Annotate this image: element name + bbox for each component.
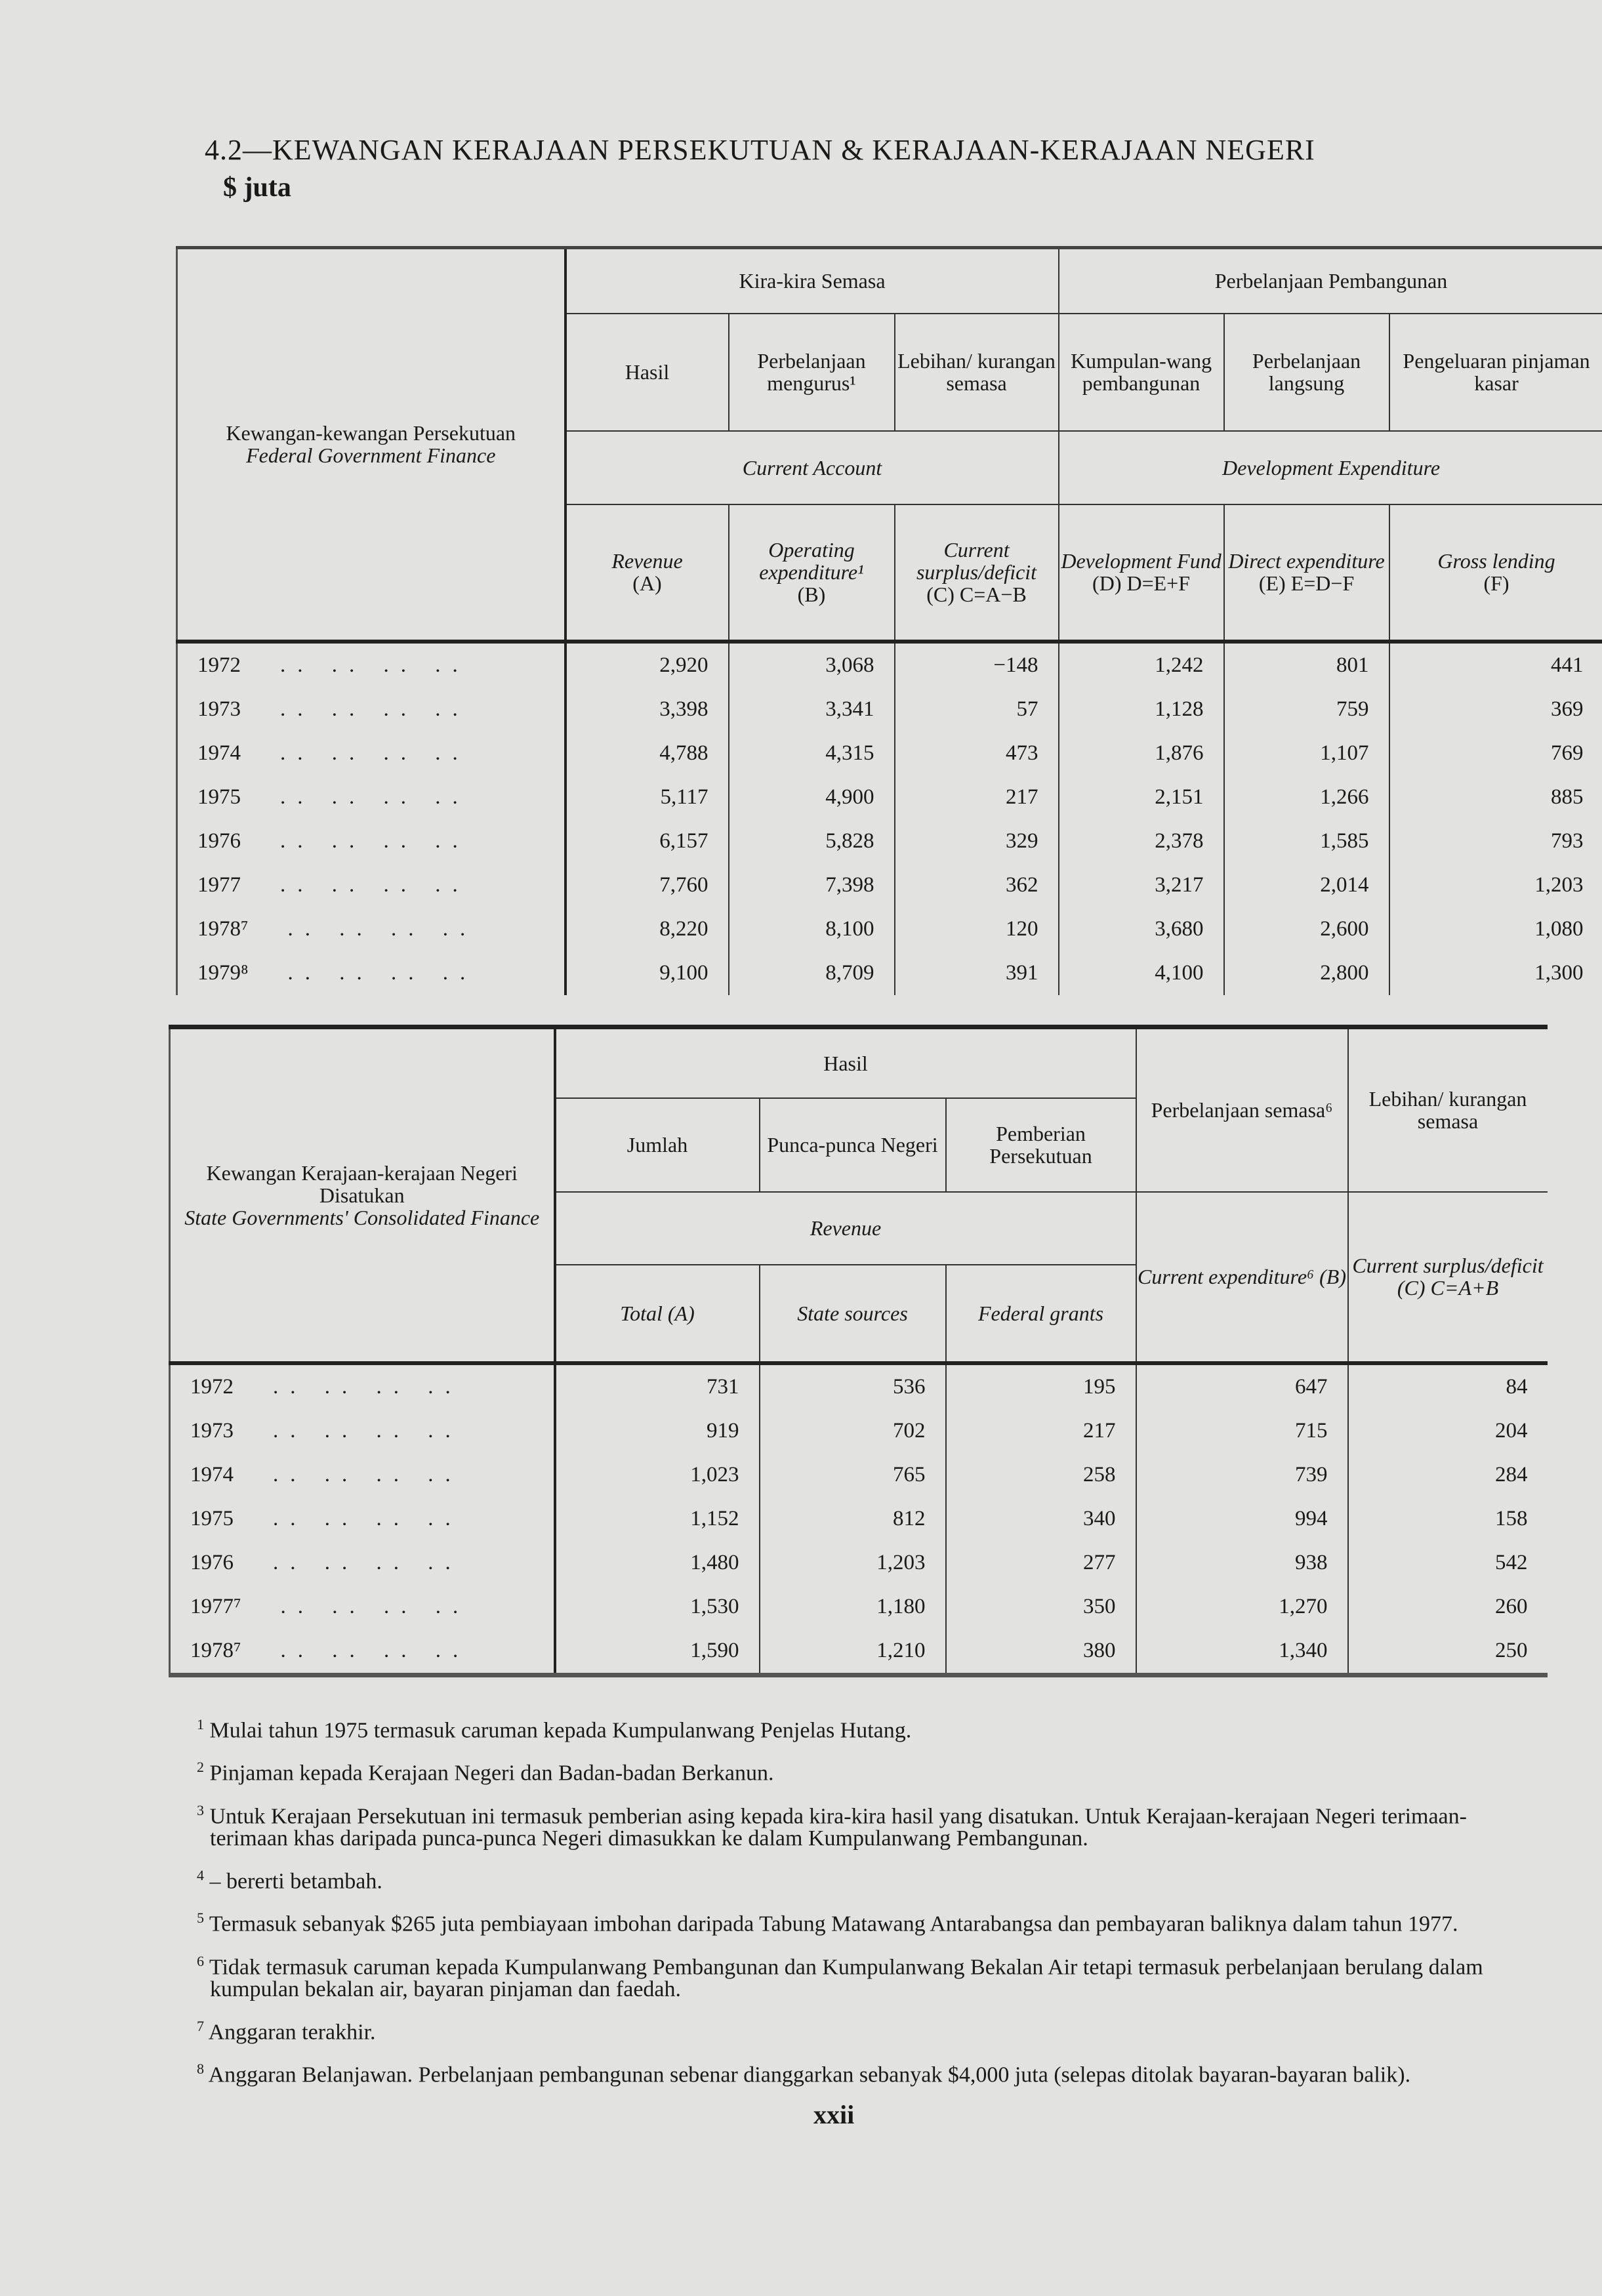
col-en-0 — [565, 504, 729, 642]
col-ms-5 — [1389, 314, 1602, 431]
col-label: Hasil — [625, 360, 670, 384]
value-cell: 801 — [1224, 642, 1389, 687]
value-cell: −148 — [895, 642, 1059, 687]
value-cell: 7,398 — [729, 863, 895, 907]
year-cell — [170, 1363, 555, 1409]
table-row — [170, 1629, 1548, 1675]
page-number: xxii — [813, 2100, 855, 2129]
table-row — [177, 951, 1602, 995]
table-row — [177, 907, 1602, 951]
col-ms-3: Perbelanjaan semasa⁶ — [1136, 1027, 1348, 1192]
col-label: Operating expenditure¹ — [759, 538, 864, 584]
value-cell: 84 — [1348, 1363, 1548, 1409]
value-cell: 277 — [946, 1541, 1136, 1585]
leader-dots: .. .. .. .. — [273, 1463, 462, 1486]
footnote-number: 7 — [197, 2017, 204, 2034]
value-cell: 812 — [760, 1497, 946, 1541]
year: 1978⁷ — [197, 917, 249, 941]
value-cell: 3,068 — [729, 642, 895, 687]
value-cell: 3,680 — [1059, 907, 1224, 951]
footnote — [197, 1799, 1529, 1850]
year: 1972 — [197, 653, 241, 677]
col-en-0: Total (A) — [555, 1265, 760, 1363]
leader-dots: .. .. .. .. — [280, 829, 470, 853]
value-cell: 2,014 — [1224, 863, 1389, 907]
col-label: Lebihan/ kurangan semasa — [897, 349, 1056, 395]
footnote-text: Tidak termasuk caruman kepada Kumpulanwang Pembangunan dan Kumpulanwang Bekalan Air tetapi termasuk perbelanjaan berulang dalam kumpulan bekalan air, bayaran pinjaman dan faedah. — [209, 1954, 1483, 2001]
table-row — [177, 819, 1602, 863]
year: 1978⁷ — [190, 1639, 241, 1662]
col-ms-3 — [1059, 314, 1224, 431]
year-cell — [177, 642, 565, 687]
col-label: Direct expenditure — [1228, 549, 1385, 573]
col-en-1 — [729, 504, 895, 642]
value-cell: 885 — [1389, 775, 1602, 819]
col-en-4: Current surplus/deficit (C) C=A+B — [1348, 1192, 1548, 1363]
value-cell: 1,480 — [555, 1541, 760, 1585]
group-development-ms: Perbelanjaan Pembangunan — [1059, 248, 1602, 314]
value-cell: 391 — [895, 951, 1059, 995]
year: 1972 — [190, 1375, 234, 1399]
col-code: (E) E=D−F — [1258, 571, 1355, 595]
leader-dots: .. .. .. .. — [273, 1507, 462, 1530]
col-code: (B) — [797, 583, 826, 606]
year-cell — [177, 687, 565, 731]
col-en-5 — [1389, 504, 1602, 642]
value-cell: 2,920 — [565, 642, 729, 687]
col-label: Development Fund — [1061, 549, 1222, 573]
table-title: 4.2—KEWANGAN KERAJAAN PERSEKUTUAN & KERAJAAN-KERAJAAN NEGERI — [205, 134, 1315, 166]
value-cell: 1,266 — [1224, 775, 1389, 819]
table-row — [177, 731, 1602, 775]
footnote — [197, 1864, 1529, 1893]
footnote — [197, 1756, 1529, 1784]
col-ms-4 — [1224, 314, 1389, 431]
year-cell — [177, 731, 565, 775]
value-cell: 8,100 — [729, 907, 895, 951]
footnote — [197, 2058, 1529, 2086]
leader-dots: .. .. .. .. — [280, 785, 470, 809]
group-current-account-en: Current Account — [565, 431, 1059, 504]
group-revenue-ms: Hasil — [555, 1027, 1136, 1098]
col-label: Revenue — [611, 549, 683, 573]
leader-dots: .. .. .. .. — [280, 873, 470, 897]
value-cell: 350 — [946, 1585, 1136, 1629]
value-cell: 57 — [895, 687, 1059, 731]
leader-dots: .. .. .. .. — [273, 1551, 462, 1574]
table-row — [170, 1409, 1548, 1453]
label-en: State Governments' Consolidated Finance — [184, 1205, 540, 1229]
col-ms-0: Jumlah — [555, 1098, 760, 1192]
year: 1973 — [197, 697, 241, 721]
footnote-text: Mulai tahun 1975 termasuk caruman kepada Kumpulanwang Penjelas Hutang. — [209, 1718, 912, 1743]
col-ms-1: Punca-punca Negeri — [760, 1098, 946, 1192]
value-cell: 536 — [760, 1363, 946, 1409]
value-cell: 5,117 — [565, 775, 729, 819]
leader-dots: .. .. .. .. — [273, 1419, 462, 1443]
value-cell: 340 — [946, 1497, 1136, 1541]
col-code: (F) — [1483, 571, 1510, 595]
year-cell — [177, 951, 565, 995]
state-section-label — [170, 1027, 555, 1363]
year: 1979⁸ — [197, 961, 249, 985]
col-code: (C) C=A−B — [926, 583, 1027, 606]
value-cell: 1,300 — [1389, 951, 1602, 995]
unit-label: $ juta — [223, 173, 291, 203]
year: 1973 — [190, 1419, 234, 1443]
footnote-number: 6 — [197, 1952, 204, 1969]
leader-dots: .. .. .. .. — [280, 697, 470, 721]
footnote-text: – bererti betambah. — [209, 1869, 382, 1894]
table-row — [170, 1453, 1548, 1497]
value-cell: 1,340 — [1136, 1629, 1348, 1675]
value-cell: 1,242 — [1059, 642, 1224, 687]
col-en-3 — [1059, 504, 1224, 642]
value-cell: 4,788 — [565, 731, 729, 775]
footnotes — [197, 1713, 1529, 2101]
value-cell: 362 — [895, 863, 1059, 907]
value-cell: 369 — [1389, 687, 1602, 731]
value-cell: 250 — [1348, 1629, 1548, 1675]
value-cell: 938 — [1136, 1541, 1348, 1585]
value-cell: 158 — [1348, 1497, 1548, 1541]
footnote — [197, 1713, 1529, 1742]
value-cell: 1,023 — [555, 1453, 760, 1497]
col-label: Pengeluaran pinjaman kasar — [1403, 349, 1590, 395]
value-cell: 919 — [555, 1409, 760, 1453]
value-cell: 3,217 — [1059, 863, 1224, 907]
year-cell — [170, 1585, 555, 1629]
col-en-2 — [895, 504, 1059, 642]
label-ms: Kewangan Kerajaan-kerajaan Negeri Disatukan — [206, 1160, 518, 1207]
year-cell — [177, 863, 565, 907]
value-cell: 120 — [895, 907, 1059, 951]
group-current-account-ms: Kira-kira Semasa — [565, 248, 1059, 314]
footnote-text: Anggaran Belanjawan. Perbelanjaan pembangunan sebenar dianggarkan sebanyak $4,000 juta (selepas ditolak bayaran-bayaran balik). — [208, 2062, 1411, 2087]
value-cell: 2,600 — [1224, 907, 1389, 951]
table-row — [177, 687, 1602, 731]
value-cell: 769 — [1389, 731, 1602, 775]
col-code: (D) D=E+F — [1092, 571, 1191, 595]
year-cell — [177, 775, 565, 819]
value-cell: 542 — [1348, 1541, 1548, 1585]
value-cell: 217 — [946, 1409, 1136, 1453]
footnote — [197, 1907, 1529, 1935]
table-row — [170, 1497, 1548, 1541]
year-cell — [177, 819, 565, 863]
year: 1976 — [190, 1551, 234, 1574]
value-cell: 284 — [1348, 1453, 1548, 1497]
value-cell: 1,180 — [760, 1585, 946, 1629]
footnote-number: 3 — [197, 1801, 204, 1818]
value-cell: 5,828 — [729, 819, 895, 863]
leader-dots: .. .. .. .. — [280, 1639, 470, 1662]
year: 1974 — [190, 1463, 234, 1486]
value-cell: 1,107 — [1224, 731, 1389, 775]
value-cell: 1,530 — [555, 1585, 760, 1629]
col-label: Gross lending — [1437, 549, 1555, 573]
value-cell: 195 — [946, 1363, 1136, 1409]
footnote-number: 5 — [197, 1910, 204, 1927]
table-row — [177, 863, 1602, 907]
year-cell — [170, 1453, 555, 1497]
value-cell: 8,709 — [729, 951, 895, 995]
value-cell: 994 — [1136, 1497, 1348, 1541]
value-cell: 4,100 — [1059, 951, 1224, 995]
table-row — [170, 1363, 1548, 1409]
col-ms-2 — [895, 314, 1059, 431]
table-row — [170, 1541, 1548, 1585]
col-en-3: Current expenditure⁶ (B) — [1136, 1192, 1348, 1363]
value-cell: 731 — [555, 1363, 760, 1409]
value-cell: 1,203 — [760, 1541, 946, 1585]
footnote-number: 1 — [197, 1716, 204, 1732]
leader-dots: .. .. .. .. — [280, 1595, 470, 1618]
value-cell: 380 — [946, 1629, 1136, 1675]
value-cell: 4,900 — [729, 775, 895, 819]
col-ms-0 — [565, 314, 729, 431]
table-row — [177, 642, 1602, 687]
footnote-text: Termasuk sebanyak $265 juta pembiayaan imbohan daripada Tabung Matawang Antarabangsa dan pembayaran baliknya dalam tahun 1977. — [209, 1912, 1458, 1937]
group-revenue-en: Revenue — [555, 1192, 1136, 1265]
value-cell: 1,080 — [1389, 907, 1602, 951]
footnote-number: 8 — [197, 2060, 204, 2078]
col-label: Current surplus/deficit — [916, 538, 1037, 584]
value-cell: 9,100 — [565, 951, 729, 995]
year: 1975 — [190, 1507, 234, 1530]
value-cell: 6,157 — [565, 819, 729, 863]
col-en-4 — [1224, 504, 1389, 642]
leader-dots: .. .. .. .. — [280, 741, 470, 765]
footnote — [197, 2015, 1529, 2043]
year-cell — [170, 1497, 555, 1541]
year-cell — [177, 907, 565, 951]
col-en-1: State sources — [760, 1265, 946, 1363]
col-code: (A) — [632, 571, 662, 595]
value-cell: 258 — [946, 1453, 1136, 1497]
year: 1977⁷ — [190, 1595, 241, 1618]
col-ms-2: Pemberian Persekutuan — [946, 1098, 1136, 1192]
value-cell: 1,152 — [555, 1497, 760, 1541]
value-cell: 7,760 — [565, 863, 729, 907]
value-cell: 647 — [1136, 1363, 1348, 1409]
leader-dots: .. .. .. .. — [287, 917, 478, 941]
label-ms: Kewangan-kewangan Persekutuan — [226, 421, 516, 445]
federal-finance-table — [176, 246, 1602, 995]
value-cell: 441 — [1389, 642, 1602, 687]
value-cell: 1,585 — [1224, 819, 1389, 863]
value-cell: 3,341 — [729, 687, 895, 731]
footnote-text: Anggaran terakhir. — [208, 2020, 376, 2045]
footnote — [197, 1950, 1529, 2001]
federal-section-label — [177, 248, 565, 642]
value-cell: 329 — [895, 819, 1059, 863]
col-label: Perbelanjaan langsung — [1252, 349, 1361, 395]
value-cell: 1,590 — [555, 1629, 760, 1675]
value-cell: 1,270 — [1136, 1585, 1348, 1629]
table-row — [177, 775, 1602, 819]
value-cell: 2,378 — [1059, 819, 1224, 863]
year-cell — [170, 1629, 555, 1675]
value-cell: 217 — [895, 775, 1059, 819]
value-cell: 739 — [1136, 1453, 1348, 1497]
year: 1974 — [197, 741, 241, 765]
year: 1975 — [197, 785, 241, 809]
group-development-en: Development Expenditure — [1059, 431, 1602, 504]
value-cell: 759 — [1224, 687, 1389, 731]
state-finance-table — [169, 1025, 1548, 1677]
value-cell: 715 — [1136, 1409, 1348, 1453]
col-ms-1 — [729, 314, 895, 431]
label-en: Federal Government Finance — [246, 443, 496, 468]
value-cell: 2,151 — [1059, 775, 1224, 819]
value-cell: 2,800 — [1224, 951, 1389, 995]
table-row — [170, 1585, 1548, 1629]
value-cell: 765 — [760, 1453, 946, 1497]
footnote-number: 4 — [197, 1866, 204, 1883]
col-en-2: Federal grants — [946, 1265, 1136, 1363]
leader-dots: .. .. .. .. — [280, 653, 470, 677]
footnote-text: Untuk Kerajaan Persekutuan ini termasuk pemberian asing kepada kira-kira hasil yang disatukan. Untuk Kerajaan-kerajaan Negeri terimaan-terimaan khas daripada punca-punca Negeri dimasukkan ke dalam Kumpulanwang Pembangunan. — [209, 1803, 1467, 1851]
value-cell: 3,398 — [565, 687, 729, 731]
value-cell: 793 — [1389, 819, 1602, 863]
col-label: Perbelanjaan mengurus¹ — [757, 349, 866, 395]
value-cell: 1,203 — [1389, 863, 1602, 907]
year-cell — [170, 1541, 555, 1585]
value-cell: 702 — [760, 1409, 946, 1453]
value-cell: 8,220 — [565, 907, 729, 951]
value-cell: 1,210 — [760, 1629, 946, 1675]
value-cell: 4,315 — [729, 731, 895, 775]
year-cell — [170, 1409, 555, 1453]
col-label: Kumpulan-wang pembangunan — [1071, 349, 1212, 395]
leader-dots: .. .. .. .. — [287, 961, 478, 985]
value-cell: 1,876 — [1059, 731, 1224, 775]
leader-dots: .. .. .. .. — [273, 1375, 462, 1399]
year: 1976 — [197, 829, 241, 853]
value-cell: 260 — [1348, 1585, 1548, 1629]
col-ms-4: Lebihan/ kurangan semasa — [1348, 1027, 1548, 1192]
value-cell: 204 — [1348, 1409, 1548, 1453]
value-cell: 1,128 — [1059, 687, 1224, 731]
footnote-number: 2 — [197, 1759, 204, 1776]
year: 1977 — [197, 873, 241, 897]
value-cell: 473 — [895, 731, 1059, 775]
footnote-text: Pinjaman kepada Kerajaan Negeri dan Badan-badan Berkanun. — [209, 1761, 774, 1786]
